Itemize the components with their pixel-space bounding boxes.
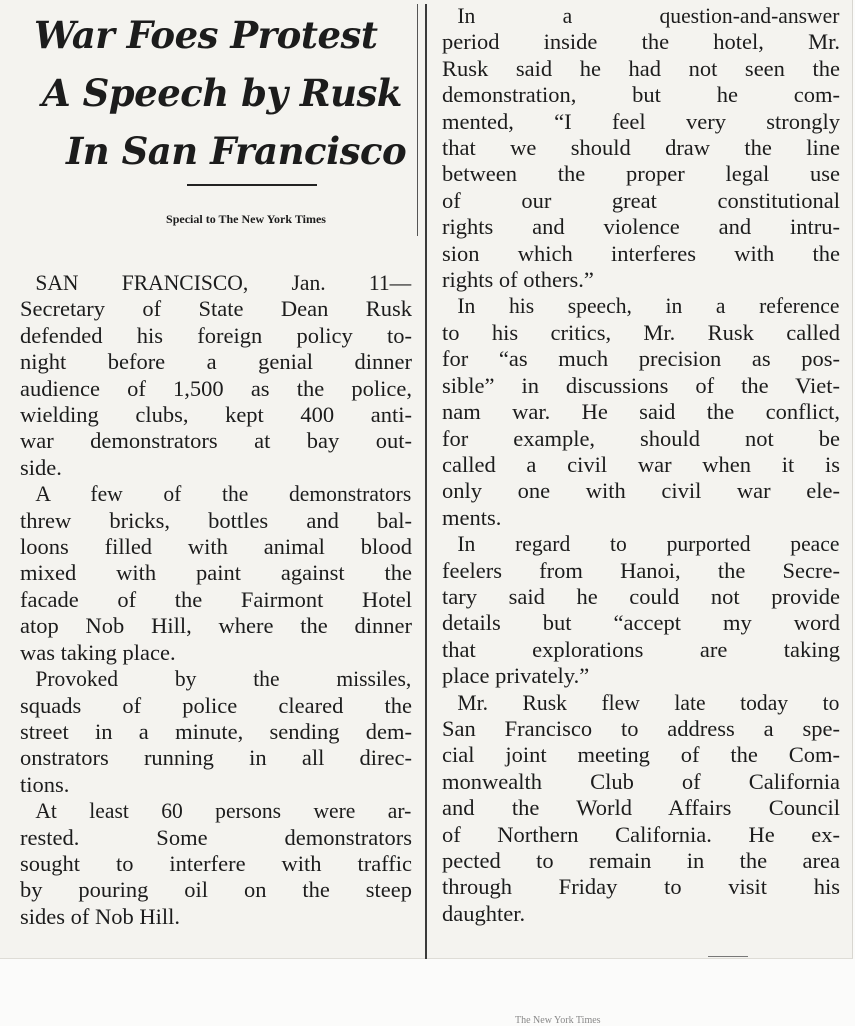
text-line: night before a genial dinner bbox=[20, 349, 412, 375]
right-article-body bbox=[442, 3, 840, 927]
text-line: tions. bbox=[20, 771, 70, 797]
headline-rule bbox=[417, 4, 418, 236]
text-line: was taking place. bbox=[20, 639, 176, 665]
text-line: cial joint meeting of the Com- bbox=[442, 742, 840, 768]
text-line: place privately.” bbox=[442, 663, 590, 689]
text-line: In a question-and-answer bbox=[457, 3, 840, 28]
headline-line-1: War Foes Protest bbox=[34, 13, 378, 57]
text-line: pected to remain in the area bbox=[442, 848, 840, 873]
text-line: war demonstrators at bay out- bbox=[20, 428, 412, 454]
text-line: to his critics, Mr. Rusk called bbox=[442, 319, 840, 345]
text-line: defended his foreign policy to- bbox=[20, 322, 412, 348]
text-line: of our great constitutional bbox=[442, 187, 840, 213]
text-line: threw bricks, bottles and bal- bbox=[20, 507, 412, 533]
footer-source: The New York Times bbox=[515, 1015, 601, 1026]
paragraph bbox=[442, 3, 840, 293]
headline bbox=[20, 6, 412, 180]
paragraph bbox=[442, 531, 840, 689]
text-line: rights and violence and intru- bbox=[442, 214, 840, 240]
headline-divider bbox=[187, 184, 317, 186]
text-line: Rusk said he had not seen the bbox=[442, 55, 840, 81]
column-rule bbox=[425, 4, 427, 959]
text-line: tary said he could not provide bbox=[442, 583, 840, 609]
text-line: In regard to purported peace bbox=[457, 531, 840, 557]
text-line: sides of Nob Hill. bbox=[20, 903, 180, 929]
end-mark bbox=[708, 956, 748, 957]
text-line: side. bbox=[20, 454, 62, 480]
text-line: for example, should not be bbox=[442, 425, 840, 451]
text-line: Mr. Rusk flew late today to bbox=[457, 689, 840, 715]
text-line: sought to interfere with traffic bbox=[20, 850, 412, 876]
text-line: daughter. bbox=[442, 900, 526, 926]
text-line: by pouring oil on the steep bbox=[20, 877, 412, 903]
text-line: San Francisco to address a spe- bbox=[442, 715, 840, 741]
text-line: SAN FRANCISCO, Jan. 11— bbox=[35, 270, 412, 295]
text-line: for “as much precision as pos- bbox=[442, 346, 840, 372]
text-line: In his speech, in a reference bbox=[457, 293, 840, 319]
text-line: Secretary of State Dean Rusk bbox=[20, 296, 412, 322]
text-line: rights of others.” bbox=[442, 267, 594, 293]
text-line: atop Nob Hill, where the dinner bbox=[20, 613, 412, 639]
text-line: demonstration, but he com- bbox=[442, 82, 840, 108]
text-line: squads of police cleared the bbox=[20, 692, 412, 718]
text-line: monwealth Club of California bbox=[442, 768, 840, 794]
text-line: details but “accept my word bbox=[442, 610, 840, 636]
text-line: onstrators running in all direc- bbox=[20, 745, 412, 771]
text-line: ments. bbox=[442, 504, 502, 530]
text-line: loons filled with animal blood bbox=[20, 534, 412, 560]
text-line: street in a minute, sending dem- bbox=[20, 718, 412, 744]
text-line: through Friday to visit his bbox=[442, 874, 840, 900]
text-line: mixed with paint against the bbox=[20, 560, 412, 586]
text-line: feelers from Hanoi, the Secre- bbox=[442, 557, 840, 583]
text-line: that we should draw the line bbox=[442, 135, 840, 161]
paragraph bbox=[20, 481, 412, 666]
text-line: audience of 1,500 as the police, bbox=[20, 375, 412, 401]
paragraph bbox=[20, 798, 412, 930]
byline: Special to The New York Times bbox=[166, 212, 326, 226]
text-line: period inside the hotel, Mr. bbox=[442, 29, 840, 55]
text-line: of Northern California. He ex- bbox=[442, 821, 840, 847]
text-line: rested. Some demonstrators bbox=[20, 824, 412, 850]
paragraph bbox=[20, 270, 412, 481]
text-line: between the proper legal use bbox=[442, 161, 840, 187]
paragraph bbox=[442, 293, 840, 531]
text-line: nam war. He said the conflict, bbox=[442, 399, 840, 425]
text-line: Provoked by the missiles, bbox=[35, 666, 412, 692]
headline-line-3: In San Francisco bbox=[66, 129, 407, 173]
text-line: wielding clubs, kept 400 anti- bbox=[20, 402, 412, 428]
text-line: that explorations are taking bbox=[442, 636, 840, 662]
text-line: At least 60 persons were ar- bbox=[35, 798, 412, 824]
paragraph bbox=[442, 690, 840, 928]
text-line: called a civil war when it is bbox=[442, 451, 840, 477]
text-line: only one with civil war ele- bbox=[442, 478, 840, 504]
text-line: A few of the demonstrators bbox=[35, 481, 412, 507]
text-line: mented, “I feel very strongly bbox=[442, 108, 840, 134]
text-line: and the World Affairs Council bbox=[442, 795, 840, 821]
text-line: sion which interferes with the bbox=[442, 240, 840, 266]
paragraph bbox=[20, 666, 412, 798]
text-line: sible” in discussions of the Viet- bbox=[442, 372, 840, 398]
headline-line-2: A Speech by Rusk bbox=[42, 71, 402, 115]
left-article-body bbox=[20, 270, 412, 930]
text-line: facade of the Fairmont Hotel bbox=[20, 586, 412, 612]
